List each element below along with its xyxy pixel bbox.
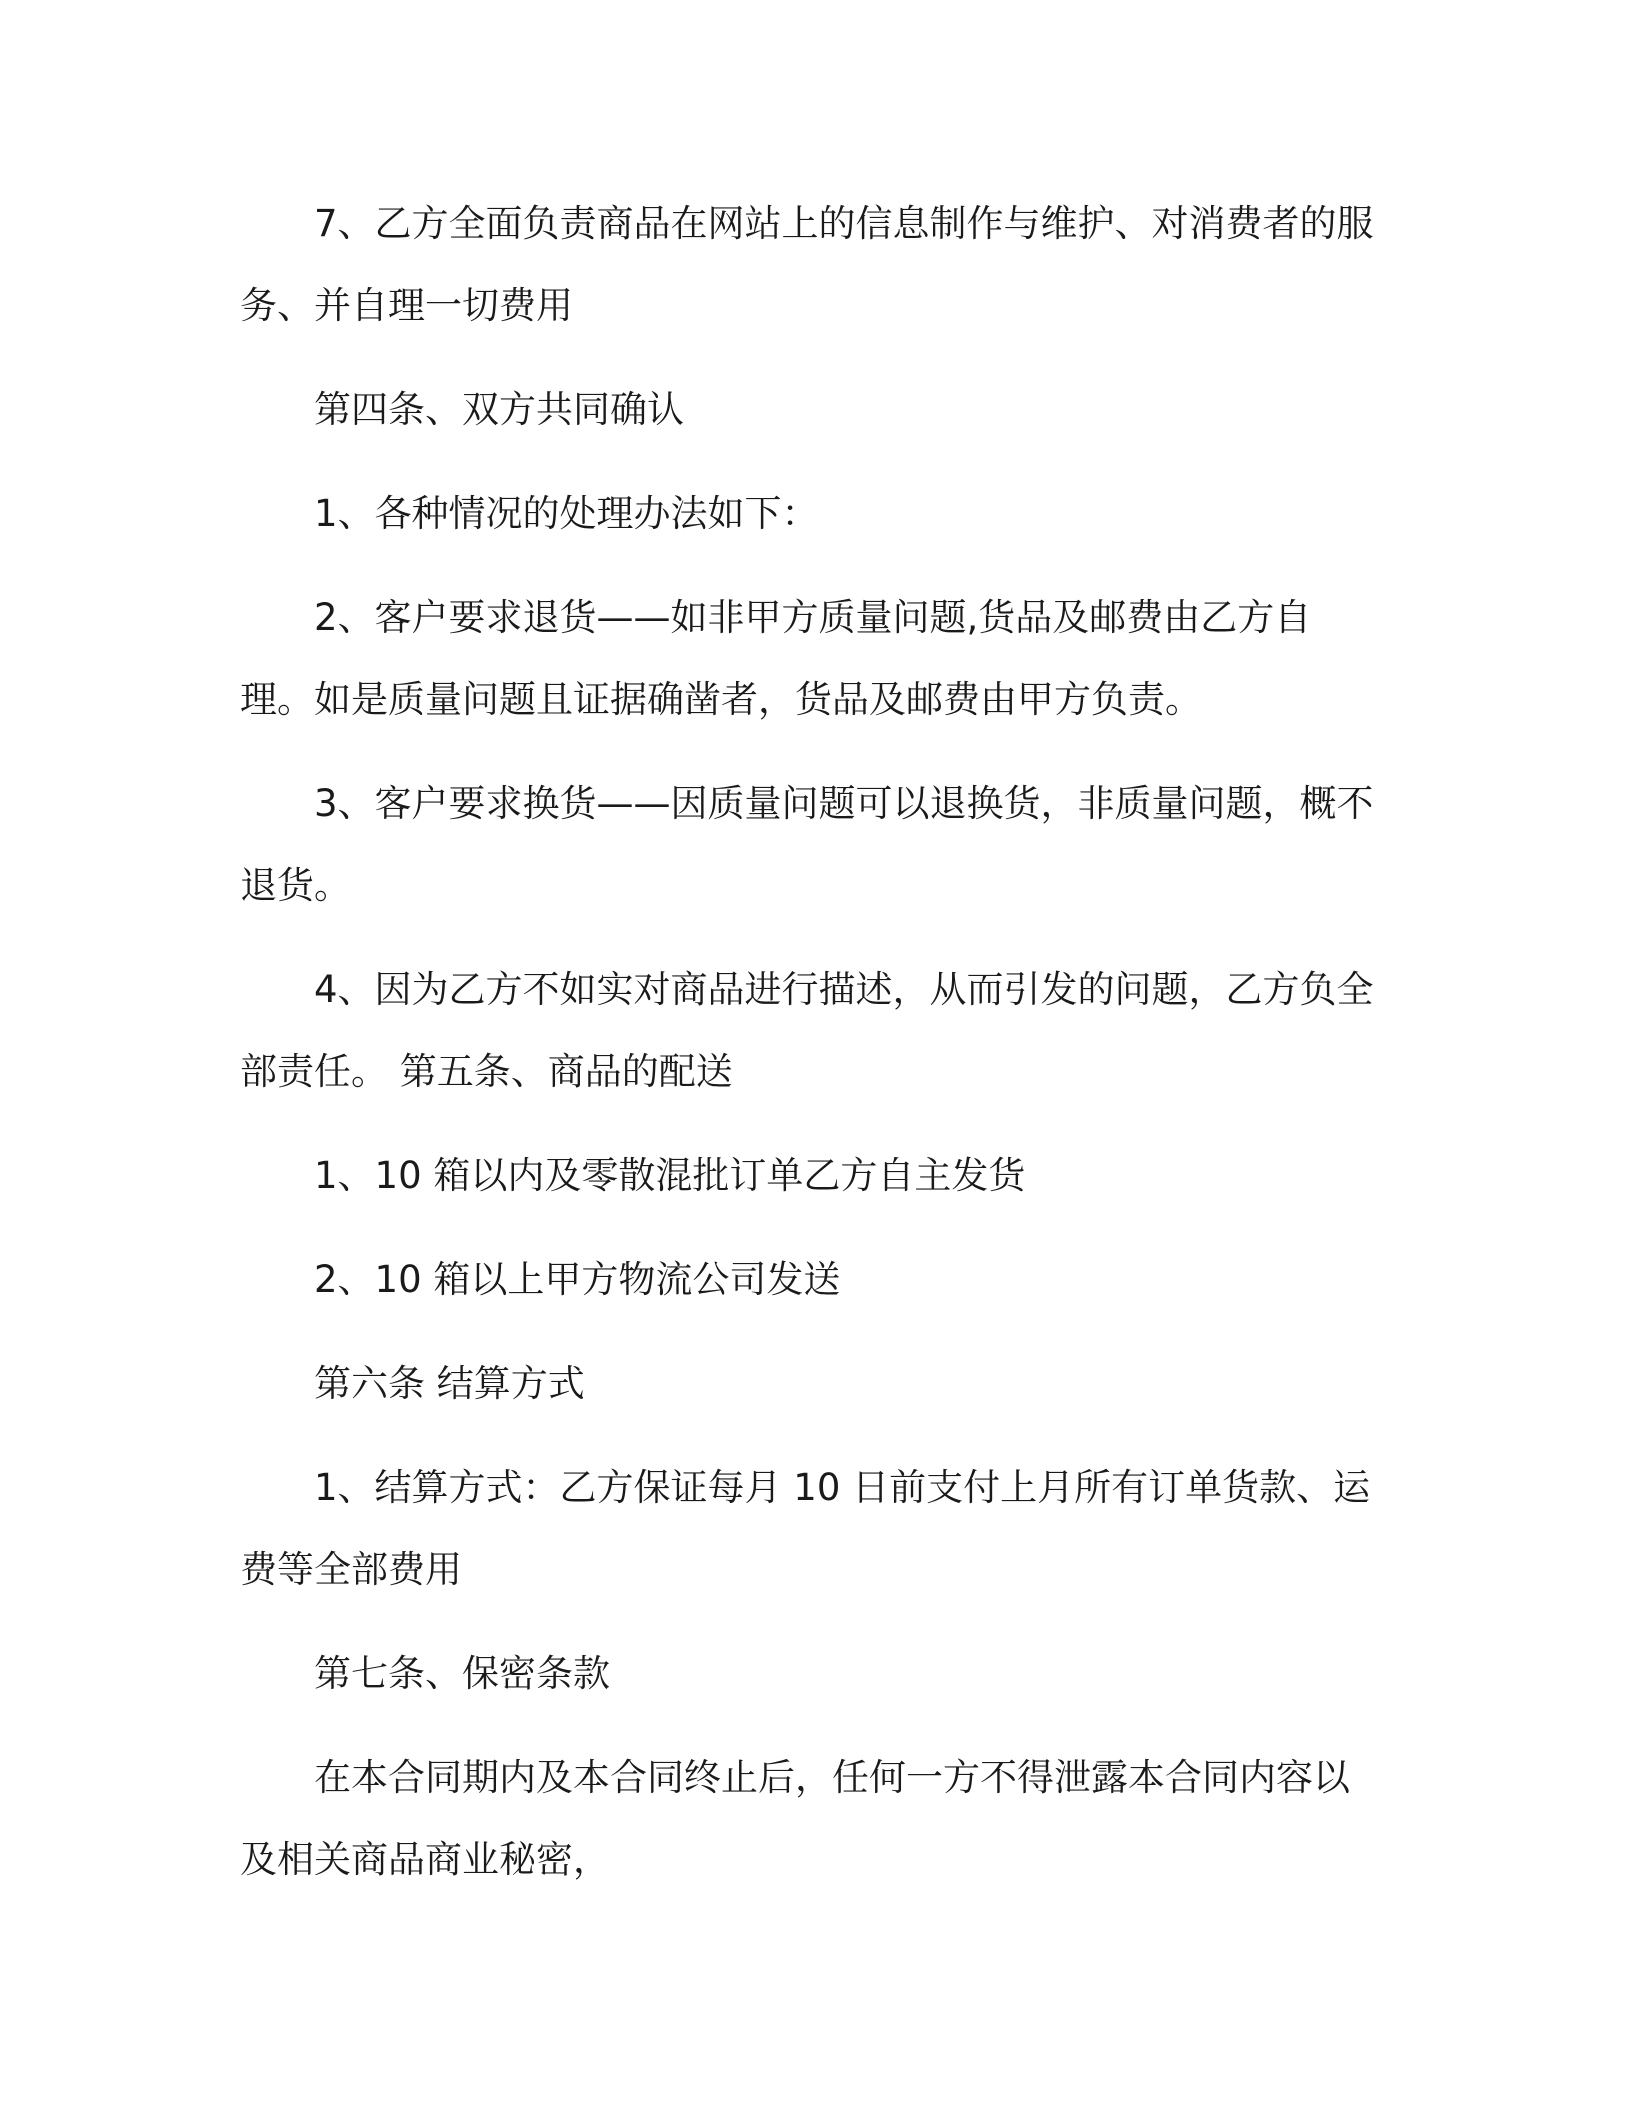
- clause-3-exchanges: 3、客户要求换货——因质量问题可以退换货，非质量问题，概不退货。: [240, 782, 1374, 907]
- document-body: [240, 183, 1380, 1901]
- clause-2-returns: 2、客户要求退货——如非甲方质量问题,货品及邮费由乙方自理。如是质量问题且证据确凿者，货品及邮费由甲方负责。: [240, 596, 1312, 721]
- article-4-heading: 第四条、双方共同确认: [314, 388, 684, 431]
- article-7-heading: 第七条、保密条款: [314, 1652, 610, 1695]
- delivery-clause-2: 2、10 箱以上甲方物流公司发送: [314, 1258, 841, 1301]
- clause-7-seller-responsibility: 7、乙方全面负责商品在网站上的信息制作与维护、对消费者的服务、并自理一切费用: [240, 202, 1374, 327]
- clause-1-handling-methods: 1、各种情况的处理办法如下：: [314, 492, 819, 535]
- article-6-heading: 第六条 结算方式: [314, 1362, 585, 1405]
- delivery-clause-1: 1、10 箱以内及零散混批订单乙方自主发货: [314, 1154, 1026, 1197]
- settlement-clause-1: 1、结算方式：乙方保证每月 10 日前支付上月所有订单货款、运费等全部费用: [240, 1466, 1371, 1591]
- confidentiality-clause: 在本合同期内及本合同终止后，任何一方不得泄露本合同内容以及相关商品商业秘密，: [240, 1756, 1350, 1881]
- clause-4-description-liability: 4、因为乙方不如实对商品进行描述，从而引发的问题，乙方负全部责任。 第五条、商品的配送: [240, 968, 1374, 1093]
